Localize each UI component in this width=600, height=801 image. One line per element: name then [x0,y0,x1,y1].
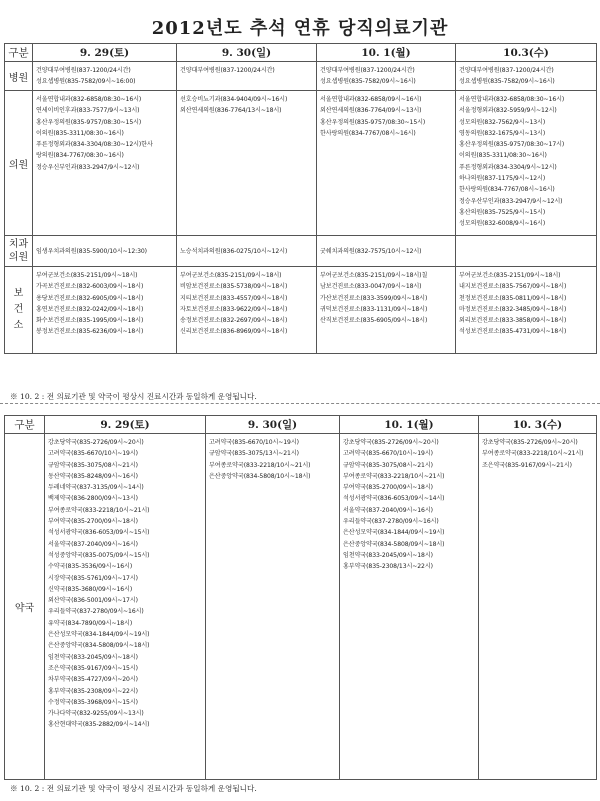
list-item: 은산중앙약국(834-5808/09시~18시) [48,642,150,650]
list-item: 푸른정형외과(834-3304/9시~12시) [459,163,557,171]
list-item: 부여종로약국(833-2218/10시~21시) [482,450,584,458]
category-hospital: 병원 [5,62,33,91]
list-item: 서울약국(837-2040/09시~16시) [48,540,138,548]
list-item: 부여종로약국(833-2218/10시~21시) [48,506,150,514]
list-item: 비암보건진료소(835-5738/09시~18시) [180,283,288,291]
list-item: 임생우치과의원(835-5900/10시~12:30) [36,247,147,255]
list-item: 건양대부여병원(837-1200/24시간) [180,67,275,74]
list-item: 홍산우정의원(835-9757/08:30~17시) [459,141,565,149]
list-item: 석성중앙약국(835-0075/09시~15시) [48,551,150,559]
list-item: 차부약국(835-4727/09시~20시) [48,676,138,684]
category-clinic: 의원 [5,91,33,236]
list-item: 석성보건진료소(835-4731/09시~18시) [459,328,567,336]
header-day: 10. 1(월) [340,416,479,434]
list-item: 홍산우정의원(835-9757/08:30~15시) [36,118,142,126]
list-item: 성요셉병원(835-7582/09시~16시) [459,78,555,86]
page-title: 2012년도 추석 연휴 당직의료기관 [151,18,449,39]
list-item: 정승우신부인과(833-2947/9시~12시) [36,163,140,171]
list-item: 신약국(835-3680/09시~16시) [48,585,133,593]
list-item: 규암약국(835-3075/08시~21시) [343,461,433,469]
day-cell [177,91,317,236]
list-item: 부여군보건소(835-2151/09시~18시)칠 [320,272,428,279]
table-header-row [5,44,597,62]
list-item: 강초당약국(835-2726/09시~20시) [482,439,578,446]
header-day: 10. 1(월) [317,44,456,62]
day-cell [317,91,456,236]
list-item: 선호승비뇨기과(834-9404/09시~16시) [180,96,288,103]
category-health-char: 보 [13,288,24,299]
list-item: 우리들약국(837-2780/09시~16시) [343,518,439,526]
list-item: 부여종로약국(833-2218/10시~21시) [343,472,445,480]
list-item: 수약국(835-3536/09시~16시) [48,563,133,571]
header-day: 9. 29(토) [45,416,206,434]
category-dental [5,236,33,267]
day-cell [317,62,456,91]
day-cell [456,267,597,354]
list-item: 한사랑의원(834-7767/08시~16시) [320,129,416,137]
category-dental-line1: 치과 [8,239,29,250]
list-item: 가산보건진료소(833-3599/09시~18시) [320,294,428,302]
list-item: 홍산현대약국(835-2882/09시~14시) [48,721,150,729]
category-health-center [5,267,33,354]
list-item: 하나의원(837-1175/9시~12시) [459,175,546,183]
list-item: 서울약국(837-2040/09시~16시) [343,506,433,514]
list-item: 푸른정형외과(834-3304/08:30~12시)한사 [36,141,153,149]
list-item: 가나다약국(832-9255/09시~13시) [48,710,144,718]
list-item: 조은약국(835-9167/09시~21시) [482,461,572,469]
list-item: 고려약국(835-6670/10시~19시) [48,450,138,458]
category-dental-line2: 의원 [8,252,29,263]
list-item: 석성서광약국(836-6053/09시~15시) [48,529,150,537]
list-item: 백제약국(836-2800/09시~13시) [48,495,138,503]
header-day: 9. 29(토) [33,44,177,62]
category-pharmacy: 약국 [5,434,45,780]
medical-institutions-table [4,43,597,354]
list-item: 강초당약국(835-2726/09시~20시) [343,439,439,446]
list-item: 천정보건진료소(835-0811/09시~18시) [459,294,567,302]
day-cell [340,434,479,780]
list-item: 서울연합내과(832-6858/08:30~16시) [36,96,142,103]
list-item: 외리보건진료소(833-3858/09시~18시) [459,317,567,325]
list-item: 건양대부여병원(837-1200/24시간) [36,67,131,74]
list-item: 가곡보건진료소(832-6003/09시~18시) [36,283,144,291]
list-item: 연세이비인후과(833-7577/9시~13시) [36,107,140,115]
list-item: 서울연합내과(832-6858/09시~16시) [320,96,422,103]
list-item: 서울정형외과(832-5959/9시~12시) [459,107,557,115]
list-item: 은산중앙약국(834-5808/09시~18시) [343,540,445,548]
list-item: 영동의원(832-1675/9시~13시) [459,129,546,137]
list-item: 홍연보건진료소(832-0242/09시~18시) [36,305,144,313]
list-item: 지티보건진료소(833-4557/09시~18시) [180,294,288,302]
list-item: 부여종로약국(833-2218/10시~21시) [209,461,311,469]
day-cell [33,236,177,267]
list-item: 우리들약국(837-2780/09시~16시) [48,608,144,616]
list-item: 수정약국(835-3968/09시~15시) [48,698,138,706]
list-item: 이의원(835-3311/08:30~16시) [459,152,547,160]
day-cell [177,62,317,91]
table-row-clinic [5,91,597,236]
list-item: 부여군보건소(835-2151/09시~18시) [459,272,561,279]
list-item: 성모의원(832-6008/9시~16시) [459,220,546,228]
day-cell [317,267,456,354]
list-item: 임천약국(833-2045/09시~18시) [343,551,433,559]
header-day: 10.3(수) [456,44,597,62]
list-item: 부여약국(835-2700/09시~18시) [343,484,433,492]
day-cell [479,434,597,780]
day-cell [45,434,206,780]
list-item: 남보건진료소(833-0047/09시~18시) [320,283,422,291]
list-item: 규암약국(835-3075/08시~21시) [48,461,138,469]
list-item: 봉정보건진료소(835-6236/09시~18시) [36,328,144,336]
list-item: 외산연세의원(836-7764/13시~18시) [180,107,282,115]
list-item: 신리보건진료소(836-8969/09시~18시) [180,328,288,336]
table-row-hospital [5,62,597,91]
list-item: 귀덕보건진료소(833-1131/09시~18시) [320,305,428,313]
list-item: 한사랑의원(834-7767/08시~16시) [459,186,555,194]
separator-line [0,403,600,404]
table-row-health-center [5,267,597,354]
list-item: 굿쉐치과의원(832-7575/10시~12시) [320,247,422,255]
operating-note: ※ 10. 2 : 전 의료기관 및 약국이 평상시 진료시간과 동일하게 운영됩니다. [10,392,257,401]
list-item: 성모의원(832-7562/9시~13시) [459,118,546,126]
list-item: 부여약국(835-2700/09시~18시) [48,518,138,526]
list-item: 두레네약국(837-3135/09시~14시) [48,484,144,492]
list-item: 정승우산부인과(833-2947/9시~12시) [459,197,563,205]
day-cell [33,91,177,236]
header-day: 10. 3(수) [479,416,597,434]
header-category: 구분 [5,44,33,62]
list-item: 고려약국(835-6670/10시~19시) [209,439,299,446]
list-item: 규암약국(835-3075/13시~21시) [209,450,299,458]
day-cell [456,91,597,236]
list-item: 건양대부여병원(837-1200/24시간) [459,67,554,74]
day-cell [33,62,177,91]
day-cell [177,267,317,354]
list-item: 산직보건진료소(835-6905/09시~18시) [320,317,428,325]
list-item: 성요셉병원(835-7582/09시~16:00) [36,78,136,86]
list-item: 동산약국(835-8248/09시~16시) [48,472,138,480]
list-item: 강초당약국(835-2726/09시~20시) [48,439,144,446]
table-row-dental [5,236,597,267]
list-item: 화수보건진료소(835-1995/09시~18시) [36,317,144,325]
list-item: 고려약국(835-6670/10시~19시) [343,450,433,458]
header-day: 9. 30(일) [206,416,340,434]
header-category: 구분 [5,416,45,434]
table-header-row [5,416,597,434]
list-item: 석성서광약국(836-6053/09시~14시) [343,495,445,503]
day-cell [177,236,317,267]
list-item: 서울연합내과(832-6858/08:30~16시) [459,96,565,103]
list-item: 은산성모약국(834-1844/09시~19시) [343,529,445,537]
list-item: 부여군보건소(835-2151/09시~18시) [180,272,282,279]
category-health-char: 건 [13,304,24,315]
list-item: 외산약국(836-5001/09시~17시) [48,597,138,605]
list-item: 은산성모약국(834-1844/09시~19시) [48,631,150,639]
list-item: 건양대부여병원(837-1200/24시간) [320,67,415,74]
list-item: 용당보건진료소(832-6905/09시~18시) [36,294,144,302]
day-cell [206,434,340,780]
list-item: 외산연세의원(836-7764/09시~13시) [320,107,422,115]
category-health-char: 소 [13,320,24,331]
list-item: 시장약국(835-5761/09시~17시) [48,574,138,582]
header-day: 9. 30(일) [177,44,317,62]
day-cell [456,62,597,91]
list-item: 홍산의원(835-7525/9시~15시) [459,208,546,216]
list-item: 송정보건진료소(832-2697/09시~18시) [180,317,288,325]
list-item: 노승석치과의원(836-0275/10시~12시) [180,247,288,255]
table-row-pharmacy [5,434,597,780]
list-item: 마정보건진료소(832-3485/09시~18시) [459,305,567,313]
list-item: 조은약국(835-9167/09시~15시) [48,664,138,672]
list-item: 홍산우정의원(835-9757/08:30~15시) [320,118,426,126]
day-cell [33,267,177,354]
list-item: 이의원(835-3311/08:30~16시) [36,129,124,137]
pharmacies-table [4,415,597,780]
list-item: 홍부약국(835-2308/13시~22시) [343,563,433,571]
operating-note: ※ 10. 2 : 전 의료기관 및 약국이 평상시 진료시간과 동일하게 운영됩니다. [10,784,257,793]
day-cell [456,236,597,267]
list-item: 랑의원(834-7767/08:30~16시) [36,152,124,160]
day-cell [317,236,456,267]
list-item: 임천약국(833-2045/09시~18시) [48,653,138,661]
list-item: 부여군보건소(835-2151/09시~18시) [36,272,138,279]
list-item: 성요셉병원(835-7582/09시~16시) [320,78,416,86]
list-item: 내지보건진료소(835-7567/09시~18시) [459,283,567,291]
list-item: 자토보건진료소(833-9622/09시~18시) [180,305,288,313]
list-item: 은산중앙약국(834-5808/10시~18시) [209,472,311,480]
list-item: 유약국(834-7890/09시~18시) [48,619,133,627]
list-item: 홍부약국(835-2308/09시~22시) [48,687,138,695]
